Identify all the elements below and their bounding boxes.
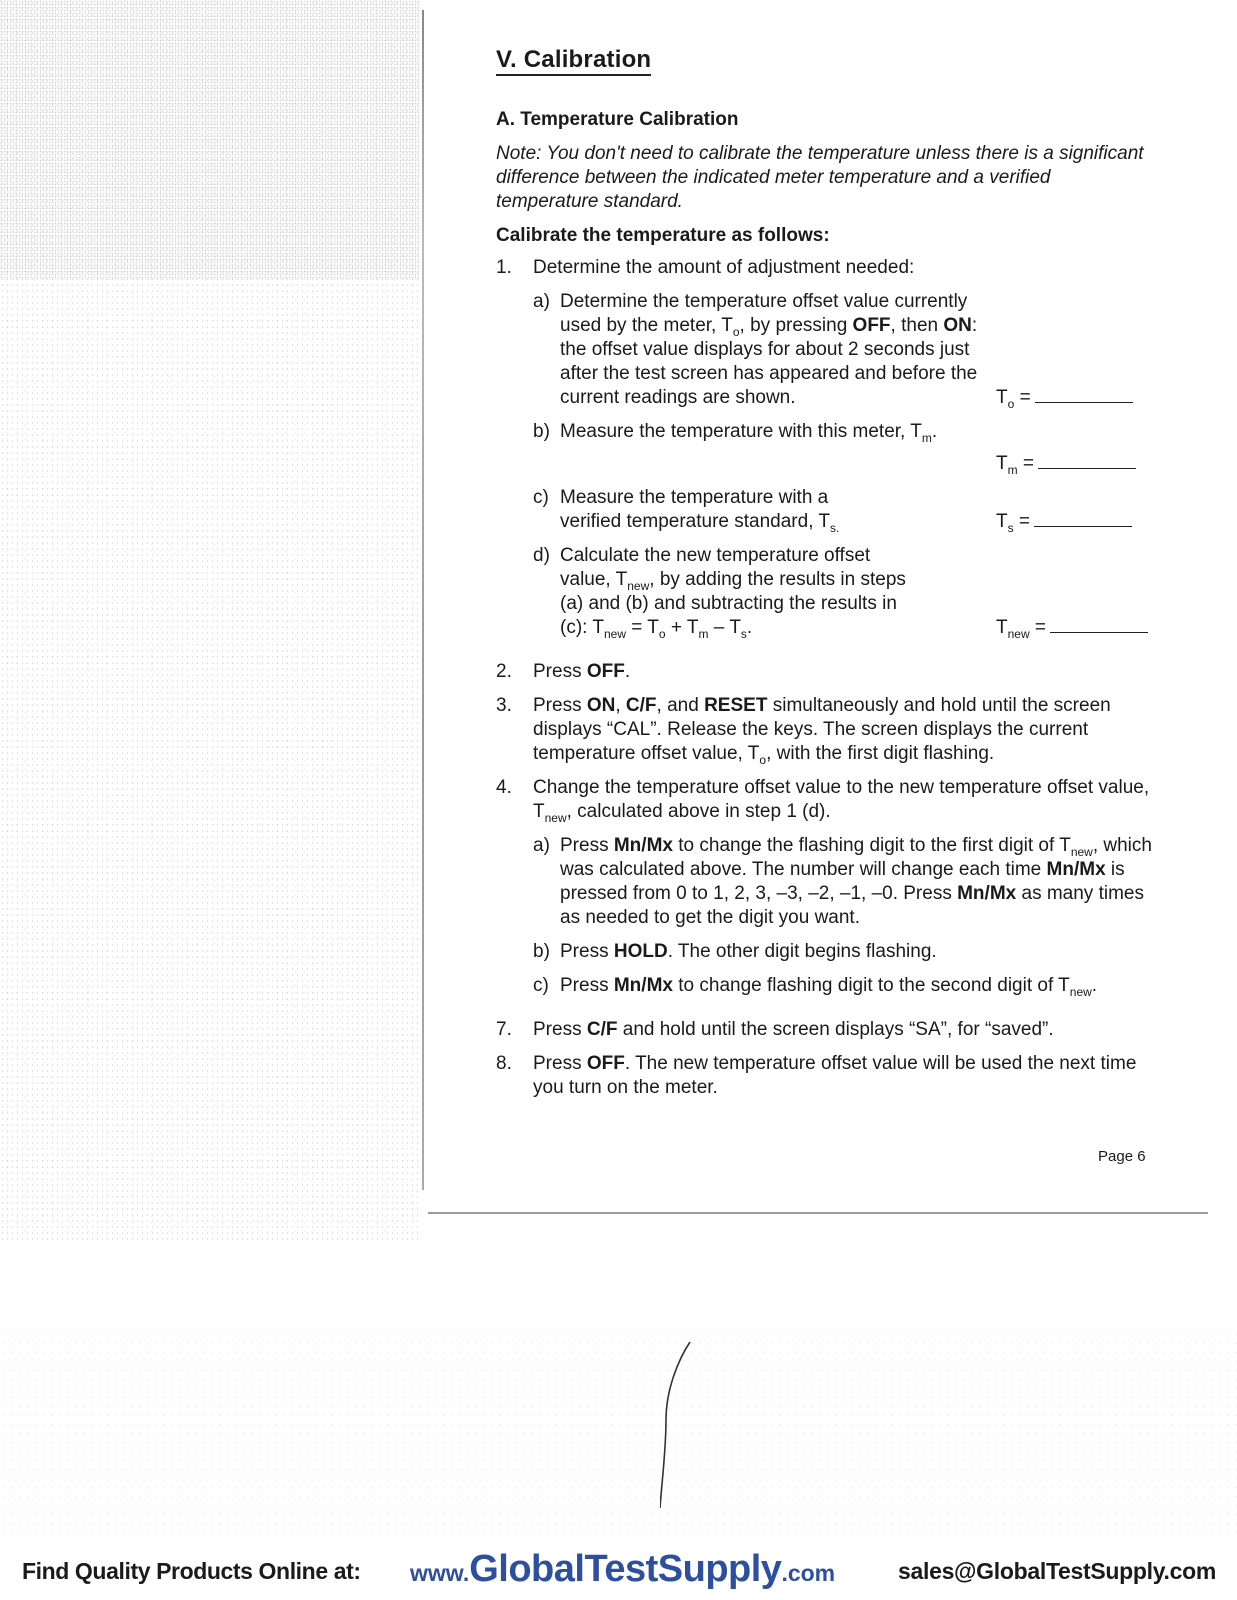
procedure-intro: Calibrate the temperature as follows: — [496, 225, 830, 246]
sub-letter: c) — [533, 975, 549, 996]
blank-t-measured[interactable]: $T_m$ = — [996, 450, 1156, 476]
footer-tagline: Find Quality Products Online at: — [22, 1558, 361, 1584]
step-8: 8. Press OFF. The new temperature offset value will be used the next time you turn on the meter. — [496, 1053, 1137, 1098]
key-mnmx: Mn/Mx — [613, 975, 673, 996]
step-1a: a) Determine the temperature offset value currently used by the meter, $T_o$, by pressing OFF, then ON: the offset value displays for about 2 seconds just after the test screen has appeared and before the current readings are shown. $T_o$ = — [533, 290, 1156, 410]
key-cf: C/F — [586, 1019, 618, 1040]
footer-website-link[interactable]: www.GlobalTestSupply.com — [410, 1548, 836, 1590]
step-4: 4. Change the temperature offset value to the new temperature offset value, $T_{new}$, calculated above in step 1 (d). a) Press Mn/Mx to change the flashing digit to the first digit of $T_{new}$, which was calculated above. The number will change each time Mn/Mx is pressed from 0 to 1, 2, 3, –3, –2, –1, –0. Press Mn/Mx as many times as needed to get the digit you want. b) Press HOLD. The other digit begins flashing. c) Press Mn/Mx to change flashing digit to the second digit of $T_{new}$. — [496, 776, 1156, 1008]
step-4b: b) Press HOLD. The other digit begins flashing. — [533, 941, 937, 962]
sub-letter: a) — [533, 835, 550, 856]
sub-letter: b) — [533, 421, 550, 442]
key-mnmx: Mn/Mx — [957, 883, 1017, 904]
key-off: OFF — [586, 1053, 625, 1074]
step-1 — [496, 256, 1156, 650]
page-fold-line — [422, 10, 424, 1190]
step-number: 4. — [496, 777, 512, 798]
sub-letter: d) — [533, 545, 550, 566]
step-number: 7. — [496, 1019, 512, 1040]
sub-letter: b) — [533, 941, 550, 962]
key-reset: RESET — [704, 695, 768, 716]
pen-stroke-mark — [660, 1340, 720, 1510]
step-2: 2. Press OFF. — [496, 661, 631, 682]
step-number: 1. — [496, 257, 512, 278]
document-body — [496, 48, 1156, 1110]
blank-t-new[interactable]: $T_{new}$ = — [996, 614, 1156, 640]
step-1c: c) Measure the temperature with a verified temperature standard, $T_{s.}$ $T_s$ = — [533, 486, 1156, 534]
step-1d: d) Calculate the new temperature offset value, $T_{new}$, by adding the results in steps (a) and (b) and subtracting the results in (c): $T_{new} = T_o + T_m - T_s$. $T_{new}$ = — [533, 544, 1156, 640]
key-on: ON — [943, 315, 972, 336]
step-text: Determine the amount of adjustment needed: — [533, 257, 915, 278]
key-cf: C/F — [625, 695, 657, 716]
key-off: OFF — [586, 661, 625, 682]
sub-letter: c) — [533, 487, 549, 508]
footer-email-link[interactable]: sales@GlobalTestSupply.com — [898, 1558, 1216, 1584]
key-on: ON — [586, 695, 616, 716]
blank-t-offset[interactable]: $T_o$ = — [996, 384, 1156, 410]
fill-in-line — [1034, 508, 1132, 527]
step-number: 8. — [496, 1053, 512, 1074]
fill-in-line — [1035, 384, 1133, 403]
calibration-note: Note: You don't need to calibrate the temperature unless there is a significant difference between the indicated meter temperature and a verified temperature standard. — [496, 143, 1144, 212]
key-mnmx: Mn/Mx — [613, 835, 673, 856]
step-3: 3. Press ON, C/F, and RESET simultaneously and hold until the screen displays “CAL”. Release the keys. The screen displays the current temperature offset value, $T_o$, with the first digit flashing. — [496, 695, 1111, 767]
section-title: V. Calibration — [496, 48, 651, 76]
page-bottom-rule — [428, 1212, 1208, 1214]
blank-t-standard[interactable]: $T_s$ = — [996, 508, 1156, 534]
footer-bar — [0, 1548, 1237, 1596]
step-number: 3. — [496, 695, 512, 716]
page-number: Page 6 — [1098, 1148, 1146, 1165]
subsection-title: A. Temperature Calibration — [496, 109, 739, 130]
step-1b: b) Measure the temperature with this meter, $T_m$. $T_m$ = — [533, 420, 1156, 476]
step-number: 2. — [496, 661, 512, 682]
scan-noise-bottom — [0, 1330, 1237, 1540]
key-mnmx: Mn/Mx — [1046, 859, 1106, 880]
step-7: 7. Press C/F and hold until the screen displays “SA”, for “saved”. — [496, 1019, 1054, 1040]
scan-noise-top — [0, 0, 420, 280]
fill-in-line — [1050, 614, 1148, 633]
key-off: OFF — [852, 315, 891, 336]
key-hold: HOLD — [613, 941, 668, 962]
step-4c: c) Press Mn/Mx to change flashing digit to the second digit of $T_{new}$. — [533, 975, 1098, 999]
fill-in-line — [1038, 450, 1136, 469]
step-4a: a) Press Mn/Mx to change the flashing digit to the first digit of $T_{new}$, which was calculated above. The number will change each time Mn/Mx is pressed from 0 to 1, 2, 3, –3, –2, –1, –0. Press Mn/Mx as many times as needed to get the digit you want. — [533, 835, 1152, 928]
sub-letter: a) — [533, 291, 550, 312]
